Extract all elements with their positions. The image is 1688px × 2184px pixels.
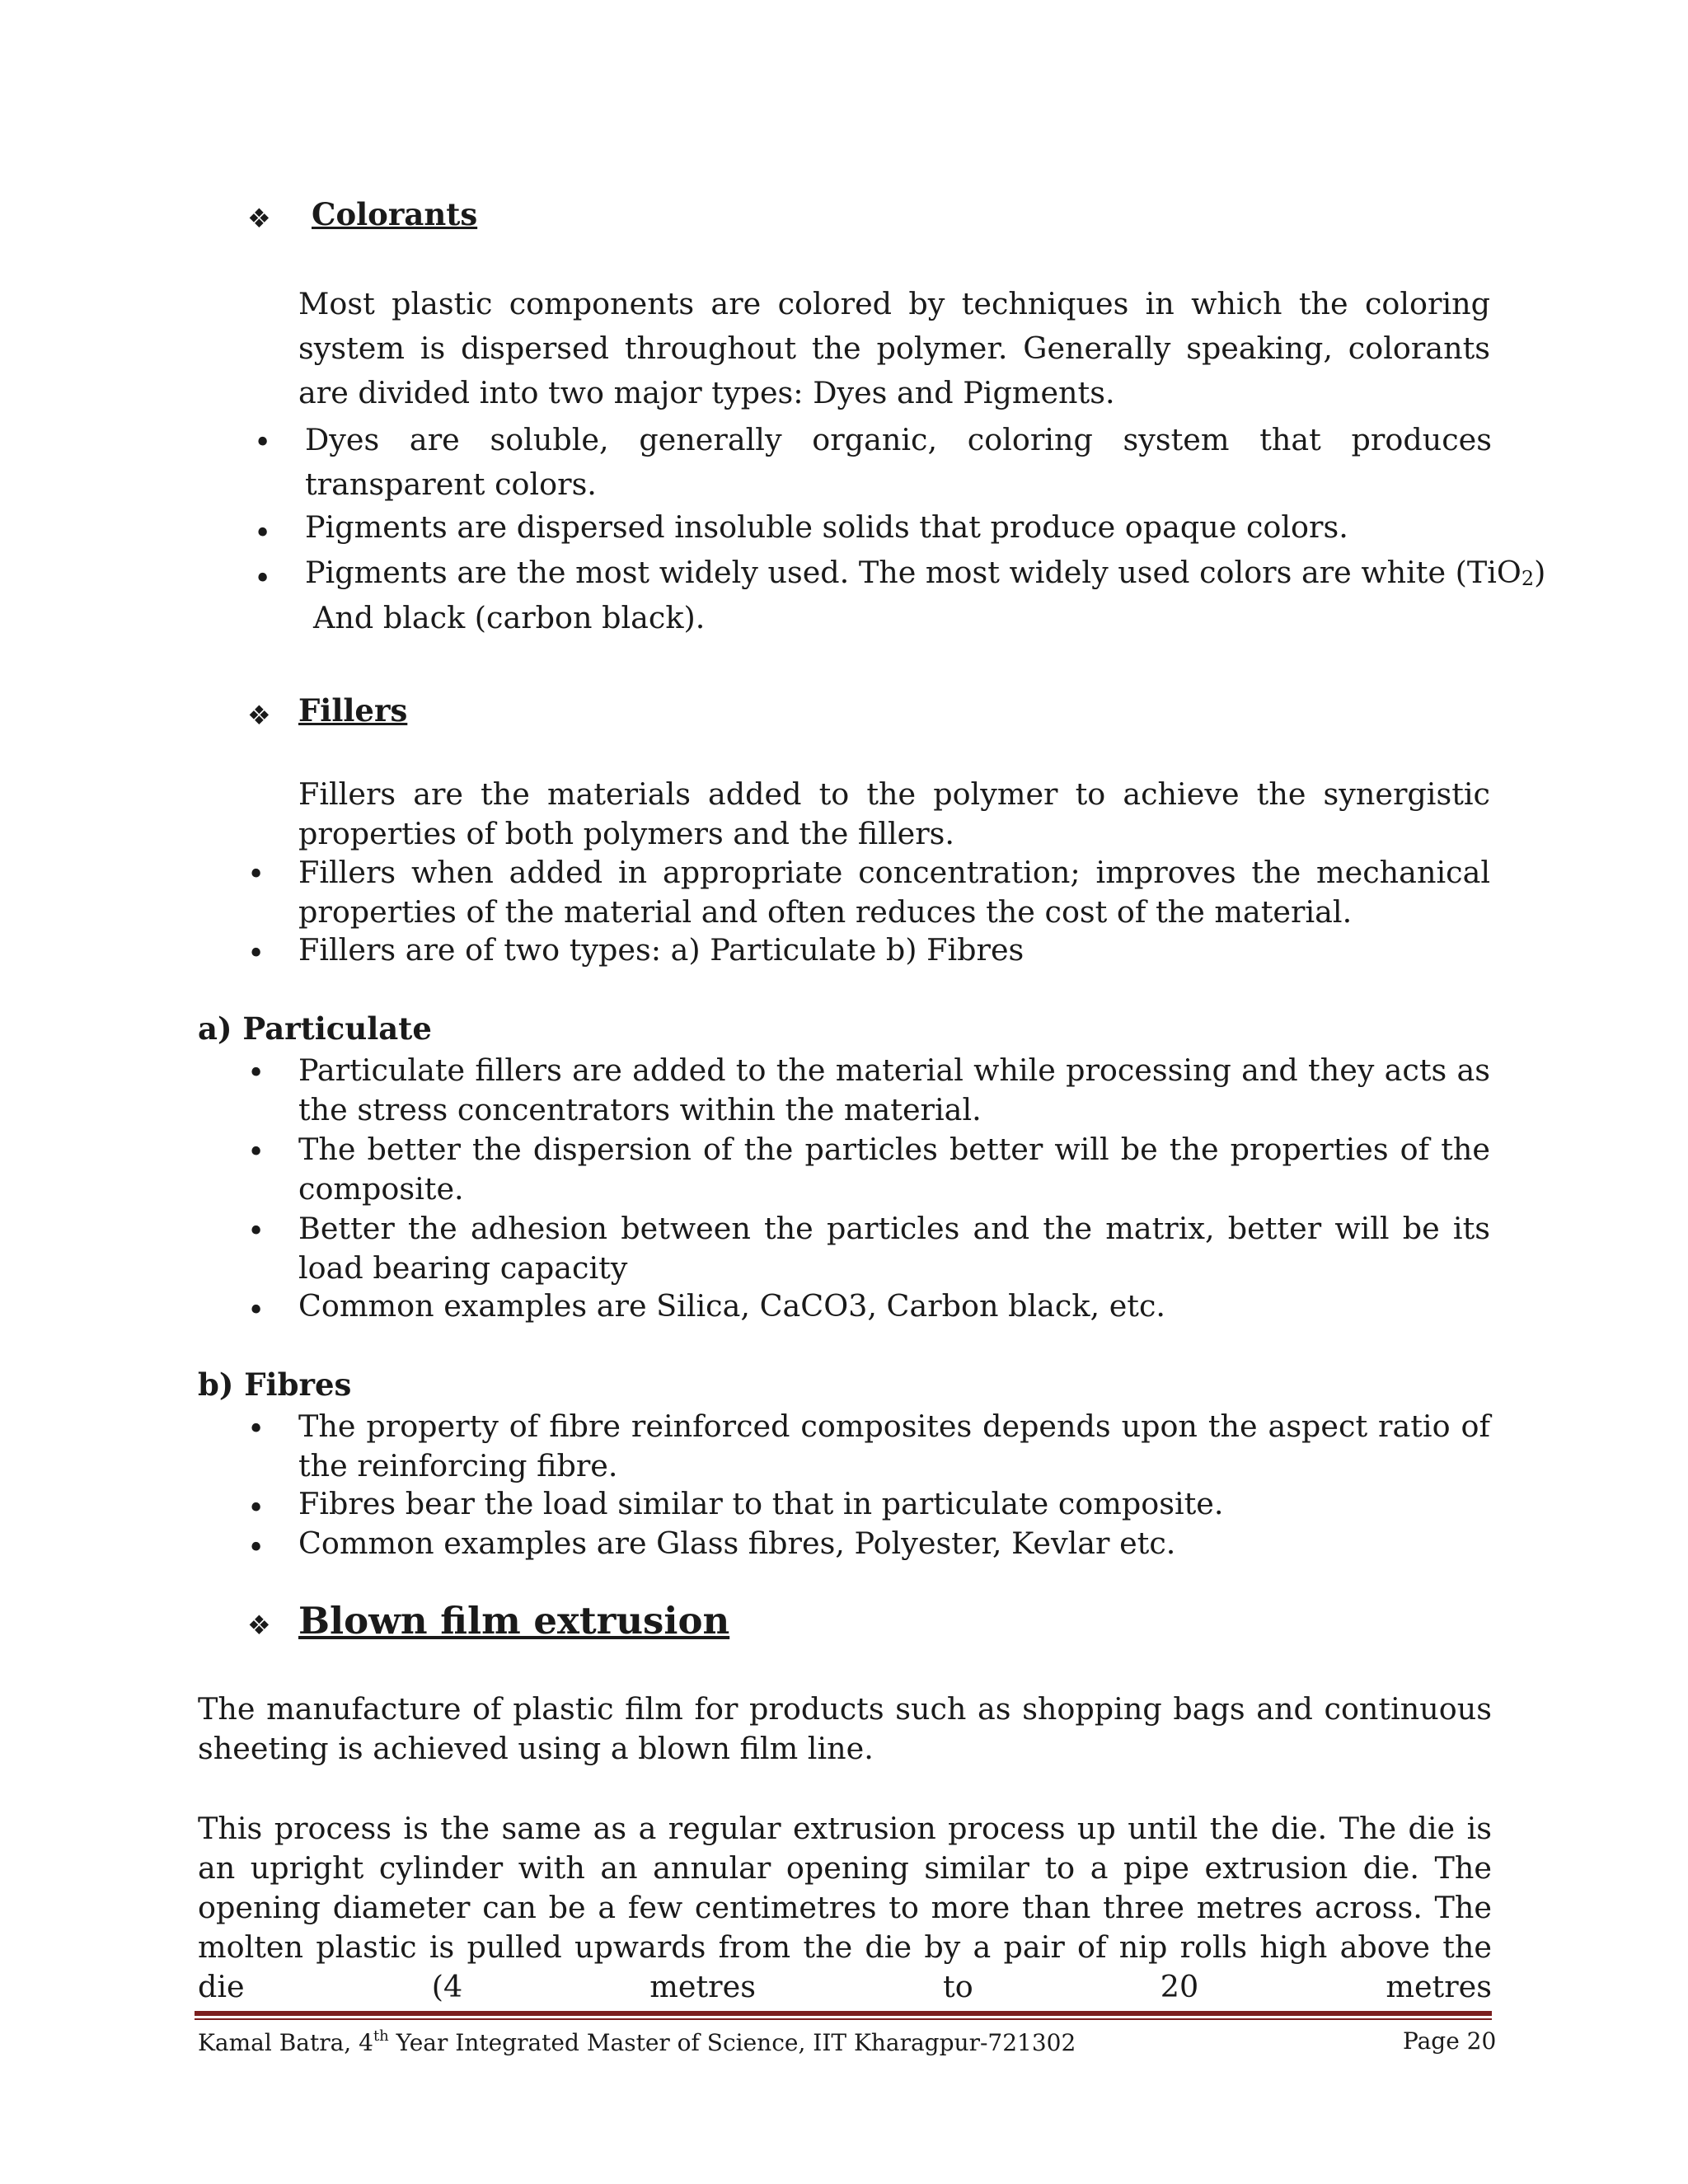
subheading-fibres: b) Fibres	[198, 1366, 352, 1403]
fillers-intro: Fillers are the materials added to the polymer to achieve the synergistic properties of both polymers and the fillers.	[298, 776, 1490, 851]
bullet-icon: •	[247, 1215, 265, 1249]
bullet-icon: •	[247, 1057, 265, 1090]
particulate-bullet-1: Particulate fillers are added to the material while processing and they acts as the stress concentrators within the material.	[298, 1052, 1490, 1127]
blown-film-paragraph-2: This process is the same as a regular extrusion process up until the die. The die is an upright cylinder with an annular opening similar to a pipe extrusion die. The opening diameter can be a few centimetres to more than three metres across. The molten plastic is pulled upwards from the die by a pair of nip rolls high above the die (4 metres to 20 metres	[198, 1811, 1492, 2004]
fillers-bullet-1: Fillers when added in appropriate concentration; improves the mechanical properties of the material and often reduces the cost of the material.	[298, 855, 1490, 930]
fillers-bullet-2: Fillers are of two types: a) Particulate b) Fibres	[298, 932, 1025, 968]
footer-rule	[195, 2011, 1492, 2016]
footer-page-number: Page 20	[1403, 2027, 1497, 2055]
footer-author: Kamal Batra, 4th Year Integrated Master of Science, IIT Kharagpur-721302	[198, 2027, 1076, 2056]
subheading-particulate: a) Particulate	[198, 1010, 432, 1047]
bullet-icon: •	[247, 1492, 265, 1526]
colorants-bullet-2: Pigments are dispersed insoluble solids that produce opaque colors.	[305, 509, 1348, 545]
footer-rule-thin	[195, 2018, 1492, 2020]
colorants-bullet-3-continuation: And black (carbon black).	[313, 600, 706, 635]
blown-film-paragraph-1: The manufacture of plastic film for products such as shopping bags and continuous sheeting is achieved using a blown film line.	[198, 1691, 1492, 1766]
section-heading-fillers: Fillers	[298, 692, 408, 729]
bullet-icon: •	[247, 1294, 265, 1328]
bullet-icon: •	[247, 937, 265, 971]
section-heading-blown-film: Blown film extrusion	[298, 1599, 730, 1643]
particulate-bullet-4: Common examples are Silica, CaCO3, Carbon black, etc.	[298, 1288, 1166, 1324]
diamond-bullet-icon: ❖	[247, 203, 271, 234]
fibres-bullet-1: The property of fibre reinforced composites depends upon the aspect ratio of the reinforcing fibre.	[298, 1408, 1490, 1483]
colorants-bullet-1: Dyes are soluble, generally organic, coloring system that produces transparent colors.	[305, 422, 1492, 502]
bullet-icon: •	[254, 562, 272, 596]
bullet-icon: •	[254, 426, 272, 460]
fibres-bullet-3: Common examples are Glass fibres, Polyester, Kevlar etc.	[298, 1526, 1176, 1561]
bullet-icon: •	[247, 858, 265, 892]
particulate-bullet-3: Better the adhesion between the particles and the matrix, better will be its load bearing capacity	[298, 1211, 1490, 1286]
bullet-icon: •	[247, 1136, 265, 1169]
fibres-bullet-2: Fibres bear the load similar to that in particulate composite.	[298, 1486, 1224, 1521]
diamond-bullet-icon: ❖	[247, 700, 271, 731]
bullet-icon: •	[247, 1413, 265, 1446]
bullet-icon: •	[254, 517, 272, 551]
section-heading-colorants: Colorants	[312, 196, 478, 232]
particulate-bullet-2: The better the dispersion of the particles better will be the properties of the composite.	[298, 1132, 1490, 1207]
bullet-icon: •	[247, 1531, 265, 1565]
diamond-bullet-icon: ❖	[247, 1610, 271, 1641]
colorants-bullet-3: Pigments are the most widely used. The most widely used colors are white (TiO$_2$)	[305, 555, 1546, 590]
colorants-intro: Most plastic components are colored by techniques in which the coloring system is dispersed throughout the polymer. Generally speaking, colorants are divided into two major types: Dyes and Pigments.	[298, 286, 1490, 410]
